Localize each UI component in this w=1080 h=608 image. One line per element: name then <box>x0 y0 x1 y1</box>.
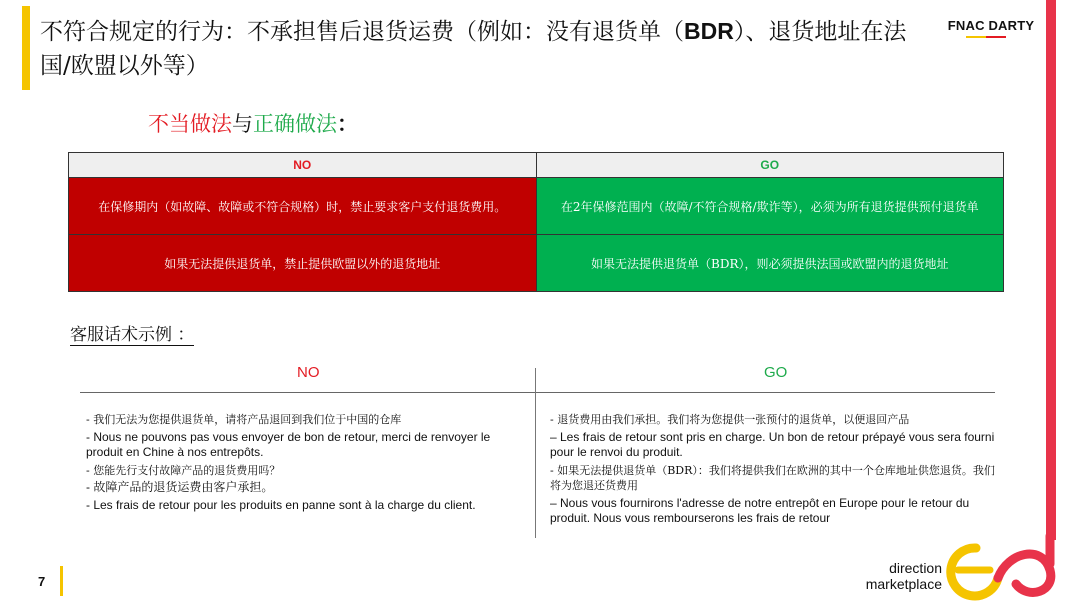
rule-go-cell: 如果无法提供退货单（BDR），则必须提供法国或欧盟内的退货地址 <box>536 235 1004 292</box>
title-accent-bar <box>22 6 30 90</box>
list-item: - 故障产品的退货运费由客户承担。 <box>86 480 274 494</box>
rule-go-cell: 在2年保修范围内（故障/不符合规格/欺诈等），必须为所有退货提供预付退货单 <box>536 178 1004 235</box>
fnac-darty-logo: FNAC DARTY <box>947 18 1035 33</box>
rules-header-go: GO <box>536 153 1004 178</box>
direction-marketplace-wordmark <box>820 560 942 592</box>
list-item: - 我们无法为您提供退货单，请将产品退回到我们位于中国的仓库 <box>86 413 402 426</box>
list-item: - Les frais de retour pour les produits en panne sont à la charge du client. <box>86 497 476 512</box>
fnac-darty-logo-underline <box>966 36 1006 38</box>
wordmark-line-1: direction <box>889 560 942 576</box>
scripts-go-column <box>550 412 995 529</box>
title-text-1: 不符合规定的行为：不承担售后退货运费（例如：没有退货单（ <box>40 19 684 45</box>
table-row <box>69 178 1004 235</box>
subtitle-bad-practice: 不当做法 <box>148 112 232 136</box>
scripts-divider-horizontal <box>80 392 995 393</box>
title-bold-bdr: BDR <box>684 18 734 44</box>
rules-table-header <box>69 153 1004 178</box>
scripts-divider-vertical <box>535 368 536 538</box>
page-number-bar <box>60 566 63 596</box>
subtitle-good-practice: 正确做法 <box>253 112 337 136</box>
rules-header-no: NO <box>69 153 537 178</box>
rule-no-cell: 在保修期内（如故障、故障或不符合规格）时，禁止要求客户支付退货费用。 <box>69 178 537 235</box>
rule-no-cell: 如果无法提供退货单，禁止提供欧盟以外的退货地址 <box>69 235 537 292</box>
wordmark-line-2: marketplace <box>865 576 942 592</box>
scripts-heading: 客服话术示例 ： <box>70 320 194 346</box>
list-item: - 退货费用由我们承担。我们将为您提供一张预付的退货单，以便退回产品 <box>550 413 910 426</box>
subtitle-connector: 与 <box>232 112 253 136</box>
list-item: - Nous ne pouvons pas vous envoyer de bon de retour, merci de renvoyer le produit en Chine à nos entrepôts. <box>86 429 491 459</box>
list-item: – Nous vous fournirons l'adresse de notre entrepôt en Europe pour le retour du produit. Nous vous rembourserons les frais de retour <box>550 495 970 525</box>
list-item: - 您能先行支付故障产品的退货费用吗？ <box>86 463 281 477</box>
scripts-go-label: GO <box>764 364 788 381</box>
title-text-2: ）、退货地址在法国/欧盟以外等） <box>40 19 907 79</box>
section-subtitle <box>148 108 358 138</box>
subtitle-colon: ： <box>337 112 358 136</box>
list-item: - 如果无法提供退货单（BDR）：我们将提供我们在欧洲的其中一个仓库地址供您退货。我们将为您退还货费用 <box>550 463 995 492</box>
rules-table <box>68 152 1004 292</box>
table-row <box>69 235 1004 292</box>
scripts-no-column <box>86 412 526 515</box>
direction-marketplace-logo-icon <box>946 534 1062 604</box>
list-item: – Les frais de retour sont pris en charge. Un bon de retour prépayé vous sera fourni pour le renvoi du produit. <box>550 429 995 459</box>
scripts-no-label: NO <box>297 364 320 381</box>
page-number: 7 <box>38 574 46 589</box>
page-title <box>40 14 930 83</box>
right-decorative-rail <box>1046 0 1056 540</box>
